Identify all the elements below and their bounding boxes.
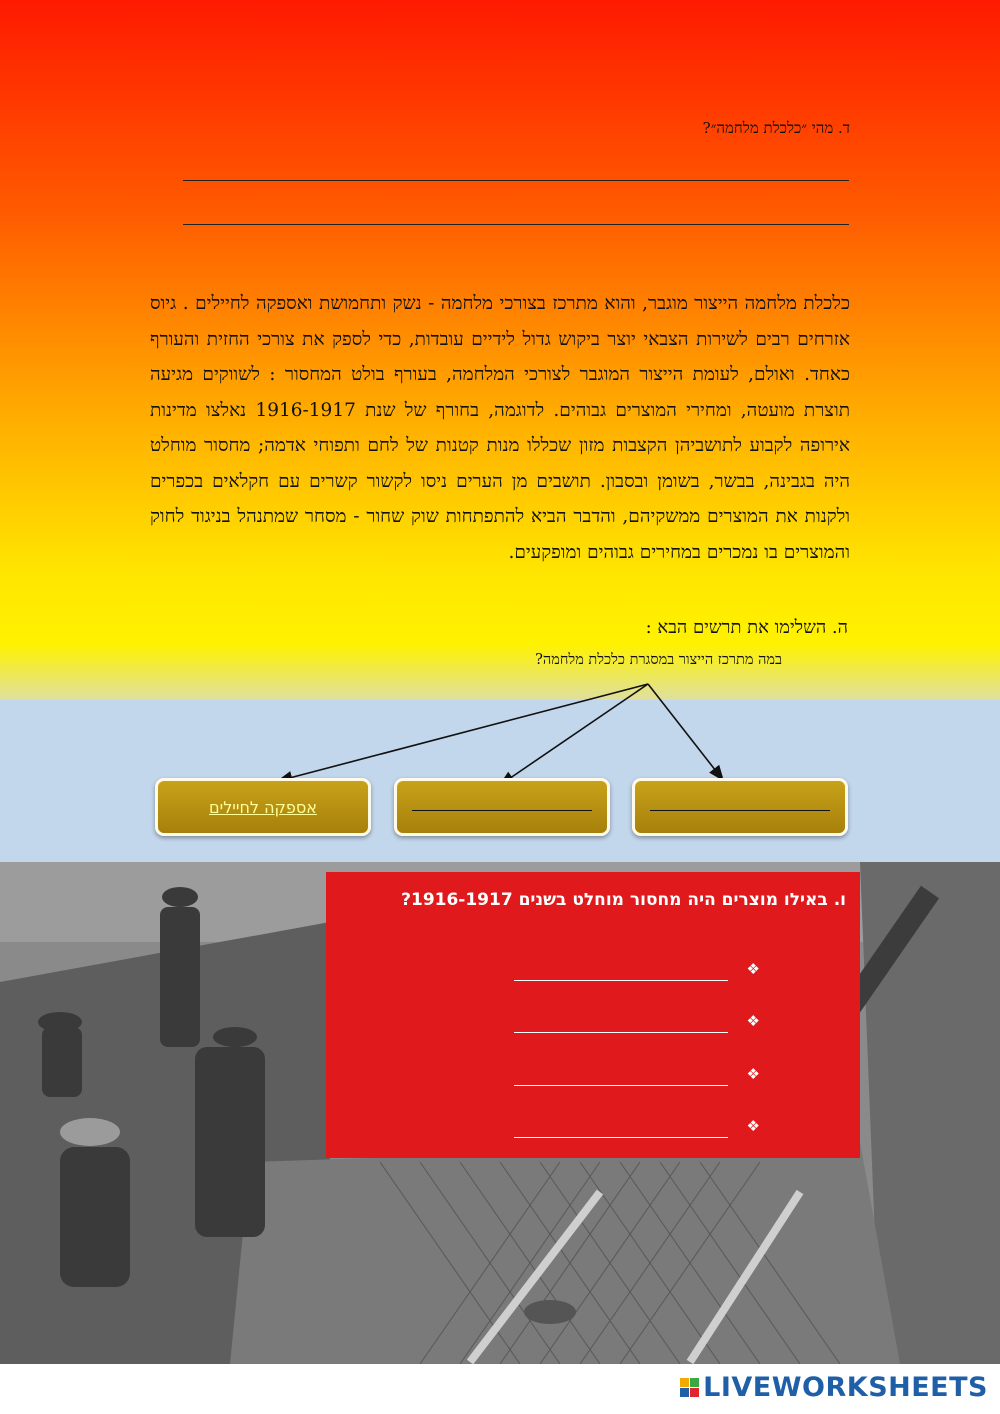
diamond-bullet-icon: ❖ xyxy=(746,1117,760,1135)
answer-line-2[interactable] xyxy=(183,224,849,225)
answer-box-left-text[interactable]: אספקה לחיילים xyxy=(209,797,317,817)
war-economy-paragraph: כלכלת מלחמה הייצור מוגבר, והוא מתרכז בצורכי מלחמה - נשק ותחמושת ואספקה לחיילים . גיוס אזרחים רבים לשירות הצבאי יוצר ביקוש גדול לידיים עובדות, כדי לספק את צורכי החזית והעורף כאחד. ואולם, לעומת הייצור המוגבר לצורכי המלחמה, בעורף בולט המחסור : לשווקים מגיעה תוצרת מועטה, ומחירי המוצרים גבוהים. לדוגמה, בחורף של שנת 1916-1917 נאלצו מדינות אירופה לקבוע לתושביהן הקצבות מזון שכללו מנות קטנות של לחם ותפוחי אדמה; מחסור מוחלט היה בגבינה, בבשר, בשומן ובסבון. תושבים מן הערים ניסו לקשור קשרים עם חקלאים בכפרים ולקנות את המוצרים ממשקיהם, והדבר הביא להתפתחות שוק שחור - מסחר שמתנהל בניגוד לחוק והמוצרים בו נמכרים במחירים גבוהים ומופקעים. xyxy=(150,293,850,563)
answer-line[interactable] xyxy=(514,980,728,981)
question-d: ד. מהי ״כלכלת מלחמה״? xyxy=(702,119,850,137)
diamond-bullet-icon: ❖ xyxy=(746,1065,760,1083)
liveworksheets-logo xyxy=(680,1372,988,1403)
answer-line[interactable] xyxy=(514,1032,728,1033)
logo-text: LIVEWORKSHEETS xyxy=(703,1372,988,1403)
diamond-bullet-icon: ❖ xyxy=(746,960,760,978)
answer-line-1[interactable] xyxy=(183,180,849,181)
question-v-title: ו. באילו מוצרים היה מחסור מוחלט בשנים 1916-1917? xyxy=(401,890,846,910)
answer-box-left[interactable] xyxy=(155,778,371,836)
answer-box-right[interactable] xyxy=(632,778,848,836)
task-h-title: ה. השלימו את תרשים הבא : xyxy=(645,617,848,638)
answer-line[interactable] xyxy=(514,1085,728,1086)
answer-row-3 xyxy=(500,1065,760,1091)
answer-line[interactable] xyxy=(514,1137,728,1138)
answer-box-right-blank[interactable] xyxy=(650,810,830,811)
answer-row-4 xyxy=(500,1117,760,1143)
diamond-bullet-icon: ❖ xyxy=(746,1012,760,1030)
question-v-panel xyxy=(326,872,860,1158)
answer-box-middle[interactable] xyxy=(394,778,610,836)
answer-box-middle-blank[interactable] xyxy=(412,810,592,811)
logo-mark-icon xyxy=(680,1378,699,1397)
task-h-subtitle: במה מתרכז הייצור במסגרת כלכלת מלחמה? xyxy=(535,652,782,668)
answer-row-2 xyxy=(500,1012,760,1038)
answer-row-1 xyxy=(500,960,760,986)
